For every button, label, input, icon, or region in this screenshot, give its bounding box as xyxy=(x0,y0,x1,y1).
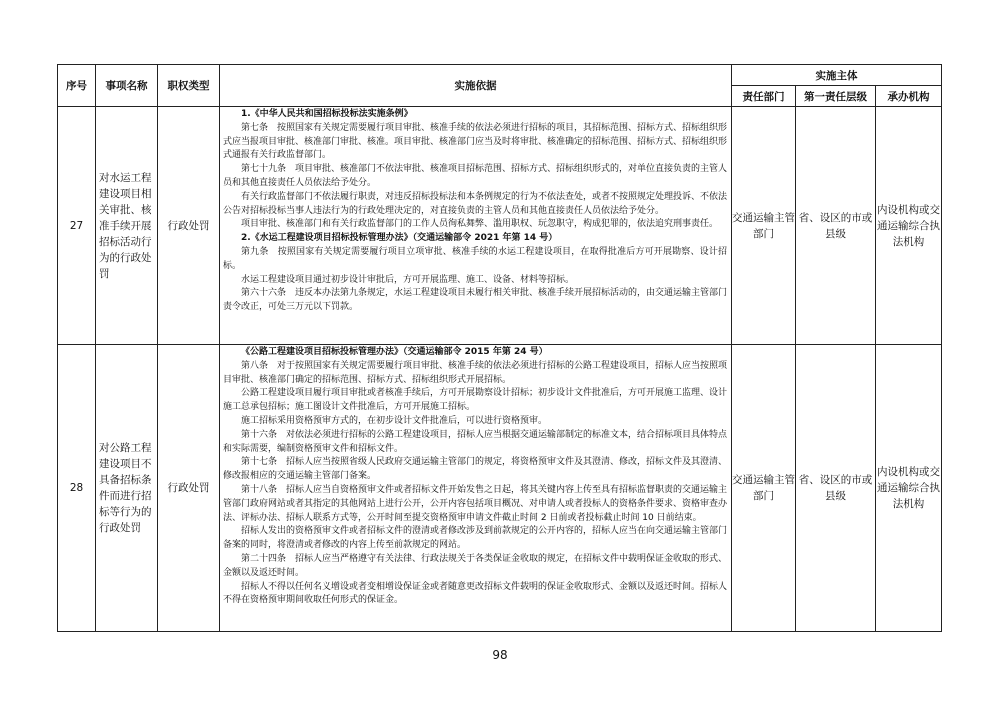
enforcement-table xyxy=(57,64,942,632)
row-name: 对公路工程建设项目不具备招标条件而进行招标等行为的行政处罚 xyxy=(96,345,158,632)
header-basis: 实施依据 xyxy=(220,65,732,107)
row-seq: 27 xyxy=(58,107,96,345)
basis-paragraph: 公路工程建设项目履行项目审批或者核准手续后，方可开展勘察设计招标；初步设计文件批准后，方可开展施工监理、设计施工总承包招标；施工图设计文件批准后，方可开展施工招标。 xyxy=(223,388,728,413)
header-subject: 实施主体 xyxy=(732,65,942,86)
header-name: 事项名称 xyxy=(96,65,158,107)
row-seq: 28 xyxy=(58,345,96,632)
basis-heading: 《公路工程建设项目招标投标管理办法》（交通运输部令 2015 年第 24 号） xyxy=(241,347,548,357)
basis-paragraph: 第十八条 招标人应当自资格预审文件或者招标文件开始发售之日起，将其关键内容上传至具有招标监督职责的交通运输主管部门政府网站或者其指定的其他网站上进行公开，公开内容包括项目概况、对申请人或者投标人的资格条件要求、资格审查办法、评标办法、招标人联系方式等，公开时间至提交资格预审申请文件截止时间 2 日前或者投标截止时间 10 日前结束。 xyxy=(223,484,728,523)
header-level: 第一责任层级 xyxy=(796,86,876,107)
row-type: 行政处罚 xyxy=(158,107,220,345)
row-dept: 交通运输主管部门 xyxy=(732,345,796,632)
basis-paragraph: 项目审批、核准部门和有关行政监督部门的工作人员徇私舞弊、滥用职权、玩忽职守，构成犯罪的，依法追究刑事责任。 xyxy=(241,219,719,230)
header-type: 职权类型 xyxy=(158,65,220,107)
row-org: 内设机构或交通运输综合执法机构 xyxy=(876,107,942,345)
row-level: 省、设区的市或县级 xyxy=(796,107,876,345)
row-dept: 交通运输主管部门 xyxy=(732,107,796,345)
basis-paragraph: 第九条 按照国家有关规定需要履行项目立项审批、核准手续的水运工程建设项目，在取得批准后方可开展勘察、设计招标。 xyxy=(223,246,727,271)
page-number: 98 xyxy=(492,648,508,662)
row-org: 内设机构或交通运输综合执法机构 xyxy=(876,345,942,632)
basis-paragraph: 第二十四条 招标人应当严格遵守有关法律、行政法规关于各类保证金收取的规定，在招标文件中载明保证金收取的形式、金额以及返还时间。 xyxy=(223,553,728,578)
row-basis xyxy=(220,107,732,345)
header-dept: 责任部门 xyxy=(732,86,796,107)
basis-paragraph: 第七十九条 项目审批、核准部门不依法审批、核准项目招标范围、招标方式、招标组织形式的，对单位直接负责的主管人员和其他直接责任人员依法给予处分。 xyxy=(223,164,728,188)
basis-text xyxy=(223,346,727,608)
basis-paragraph: 第十七条 招标人应当按照省级人民政府交通运输主管部门的规定，将资格预审文件及其澄清、修改，招标文件及其澄清、修改报相应的交通运输主管部门备案。 xyxy=(223,457,728,482)
basis-paragraph: 施工招标采用资格预审方式的，在初步设计文件批准后，可以进行资格预审。 xyxy=(241,415,548,426)
row-name: 对水运工程建设项目相关审批、核准手续开展招标活动行为的行政处罚 xyxy=(96,107,158,345)
table-row xyxy=(58,107,942,345)
table-row xyxy=(58,345,942,632)
header-org: 承办机构 xyxy=(876,86,942,107)
basis-paragraph: 第八条 对于按照国家有关规定需要履行项目审批、核准手续的依法必须进行招标的公路工程建设项目，招标人应当按照项目审批、核准部门确定的招标范围、招标方式、招标组织形式开展招标。 xyxy=(223,360,728,385)
basis-paragraph: 第十六条 对依法必须进行招标的公路工程建设项目，招标人应当根据交通运输部制定的标准文本，结合招标项目具体特点和实际需要，编制资格预审文件和招标文件。 xyxy=(223,429,728,454)
row-level: 省、设区的市或县级 xyxy=(796,345,876,632)
basis-paragraph: 招标人不得以任何名义增设或者变相增设保证金或者随意更改招标文件载明的保证金收取形式、金额以及返还时间。招标人不得在资格预审期间收取任何形式的保证金。 xyxy=(223,581,728,606)
basis-paragraph: 有关行政监督部门不依法履行职责，对违反招标投标法和本条例规定的行为不依法查处，或者不按照规定处理投诉、不依法公告对招标投标当事人违法行为的行政处理决定的，对直接负责的主管人员和其他直接责任人员依法给予处分。 xyxy=(223,191,728,216)
basis-paragraph: 第七条 按照国家有关规定需要履行项目审批、核准手续的依法必须进行招标的项目，其招标范围、招标方式、招标组织形式应当报项目审批、核准部门审批、核准。项目审批、核准部门应当及时将审批、核准确定的招标范围、招标方式、招标组织形式通报有关行政监督部门。 xyxy=(223,122,728,161)
basis-text xyxy=(223,108,727,315)
header-seq: 序号 xyxy=(58,65,96,107)
basis-paragraph: 水运工程建设项目通过初步设计审批后，方可开展监理、施工、设备、材料等招标。 xyxy=(241,274,575,285)
basis-paragraph: 第六十六条 违反本办法第九条规定，水运工程建设项目未履行相关审批、核准手续开展招标活动的，由交通运输主管部门责令改正，可处三万元以下罚款。 xyxy=(223,288,728,313)
basis-heading: 1.《中华人民共和国招标投标法实施条例》 xyxy=(241,109,413,119)
basis-heading: 2.《水运工程建设项目招标投标管理办法》（交通运输部令 2021 年第 14 号） xyxy=(241,233,558,244)
basis-paragraph: 招标人发出的资格预审文件或者招标文件的澄清或者修改涉及到前款规定的公开内容的，招标人应当在向交通运输主管部门备案的同时，将澄清或者修改的内容上传至前款规定的网站。 xyxy=(223,526,728,551)
row-type: 行政处罚 xyxy=(158,345,220,632)
row-basis xyxy=(220,345,732,632)
